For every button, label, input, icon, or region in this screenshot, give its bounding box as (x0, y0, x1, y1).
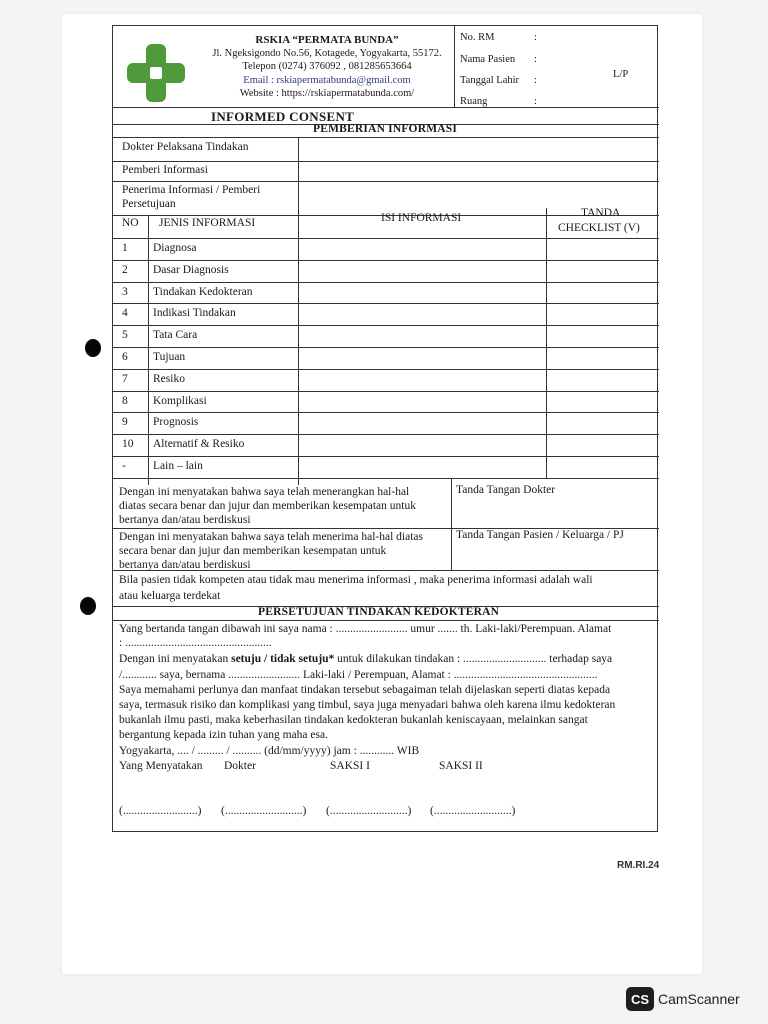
hospital-email: Email : rskiapermatabunda@gmail.com (243, 74, 411, 86)
row-jenis-informasi: Tujuan (153, 351, 186, 363)
row-isi-informasi-field[interactable] (299, 303, 545, 325)
nama-pasien-value-field[interactable]: : (534, 54, 537, 65)
hospital-info (193, 34, 461, 100)
hospital-website: Website : https://rskiapermatabunda.com/ (239, 87, 415, 99)
row-checklist-box[interactable] (547, 260, 658, 282)
row-jenis-informasi: Tata Cara (153, 329, 198, 342)
row-number: - (122, 460, 126, 472)
ruang-label: Ruang (460, 96, 488, 107)
row-isi-informasi-field[interactable] (299, 434, 545, 456)
signature-dokter[interactable]: (...........................) (221, 805, 307, 817)
signature-saksi2[interactable]: (...........................) (430, 805, 516, 817)
form-title: INFORMED CONSENT (211, 109, 355, 124)
persetujuan-line3: Dengan ini menyatakan setuju / tidak setuju* untuk dilakukan tindakan : ............................. terhadap saya (119, 653, 613, 665)
persetujuan-line2: : ................................................... (119, 637, 272, 649)
row-number: 5 (122, 329, 128, 342)
dokter-sign-label: Dokter (224, 760, 256, 772)
row-jenis-informasi: Resiko (153, 372, 185, 385)
row-checklist-box[interactable] (547, 412, 658, 434)
row-number: 3 (122, 285, 128, 298)
no-rm-label: No. RM (460, 32, 495, 43)
wali-statement-line2: atau keluarga terdekat (119, 590, 221, 602)
row-checklist-box[interactable] (547, 238, 658, 260)
hospital-address: Jl. Ngeksigondo No.56, Kotagede, Yogyakarta, 55172. (212, 48, 442, 60)
row-jenis-informasi: Tindakan Kedokteran (153, 285, 253, 298)
saksi2-label: SAKSI II (439, 760, 483, 772)
row-jenis-informasi: Indikasi Tindakan (153, 307, 236, 320)
row-jenis-informasi: Alternatif & Resiko (153, 438, 245, 451)
row-number: 1 (122, 242, 128, 254)
row-number: 4 (122, 307, 128, 320)
date-time-line: Yogyakarta, .... / ......... / .......... (dd/mm/yyyy) jam : ............ WIB (119, 745, 420, 757)
dokter-pelaksana-label: Dokter Pelaksana Tindakan (122, 141, 249, 153)
row-checklist-box[interactable] (547, 434, 658, 456)
row-isi-informasi-field[interactable] (299, 412, 545, 434)
wali-statement-line1: Bila pasien tidak kompeten atau tidak mau menerima informasi , maka penerima informasi adalah wali (119, 574, 593, 586)
form-code: RM.RI.24 (617, 860, 660, 871)
dokter-statement-line3: bertanya dan/atau berdiskusi (119, 514, 251, 526)
row-number: 10 (122, 438, 134, 451)
camscanner-text: CamScanner (658, 991, 740, 1007)
camscanner-logo-icon: CS (626, 987, 654, 1011)
nama-pasien-label: Nama Pasien (460, 54, 516, 65)
col-isi-header: ISI INFORMASI (381, 212, 462, 224)
saksi1-label: SAKSI I (330, 760, 370, 772)
hospital-name: RSKIA “PERMATA BUNDA” (255, 34, 399, 46)
row-checklist-box[interactable] (547, 325, 658, 347)
penerima-persetujuan-label: Persetujuan (122, 198, 176, 210)
punch-hole-top (85, 339, 101, 357)
camscanner-watermark (626, 987, 740, 1011)
persetujuan-line6: saya, termasuk risiko dan komplikasi yang timbul, saya juga menyadari bahwa oleh karena ilmu kedokteran (119, 699, 616, 711)
pasien-statement-line1: Dengan ini menyatakan bahwa saya telah menerima hal-hal diatas (119, 531, 423, 543)
col-tanda-header: TANDA (581, 207, 621, 219)
row-checklist-box[interactable] (547, 282, 658, 304)
row-isi-informasi-field[interactable] (299, 238, 545, 260)
row-number: 6 (122, 351, 128, 363)
col-checklist-header: CHECKLIST (V) (558, 222, 640, 234)
pasien-statement-line2: secara benar dan jujur dan memberikan kesempatan untuk (119, 545, 387, 557)
persetujuan-line7: bukanlah ilmu pasti, maka keberhasilan tindakan kedokteran bukanlah keniscayaan, melainkan sangat (119, 714, 588, 726)
yang-menyatakan-label: Yang Menyatakan (119, 760, 203, 772)
penerima-informasi-label: Penerima Informasi / Pemberi (122, 184, 261, 196)
row-checklist-box[interactable] (547, 456, 658, 478)
signature-yang-menyatakan[interactable]: (..........................) (119, 805, 202, 817)
dokter-statement-line2: diatas secara benar dan jujur dan memberikan kesempatan untuk (119, 500, 416, 512)
col-no-header: NO (122, 217, 139, 229)
persetujuan-line1: Yang bertanda tangan dibawah ini saya nama : ......................... umur ....... th. Laki-laki/Perempuan. Alamat (119, 623, 612, 635)
informed-consent-form (112, 25, 658, 832)
row-number: 2 (122, 263, 128, 276)
row-isi-informasi-field[interactable] (299, 347, 545, 369)
ruang-value-field[interactable]: : (534, 96, 537, 107)
pemberian-informasi-title: PEMBERIAN INFORMASI (313, 123, 458, 135)
row-jenis-informasi: Komplikasi (153, 394, 207, 407)
row-number: 8 (122, 394, 128, 407)
tanggal-lahir-label: Tanggal Lahir (460, 75, 520, 86)
row-checklist-box[interactable] (547, 303, 658, 325)
row-jenis-informasi: Diagnosa (153, 242, 197, 254)
row-isi-informasi-field[interactable] (299, 325, 545, 347)
row-isi-informasi-field[interactable] (299, 391, 545, 413)
persetujuan-line4: /............ saya, bernama ......................... Laki-laki / Perempuan, Alamat : .................................................. (119, 669, 598, 681)
row-isi-informasi-field[interactable] (299, 369, 545, 391)
tanda-tangan-dokter-label: Tanda Tangan Dokter (456, 484, 556, 496)
punch-hole-bottom (80, 597, 96, 615)
row-checklist-box[interactable] (547, 391, 658, 413)
dokter-statement-line1: Dengan ini menyatakan bahwa saya telah menerangkan hal-hal (119, 486, 410, 498)
pemberi-informasi-label: Pemberi Informasi (122, 164, 208, 176)
row-isi-informasi-field[interactable] (299, 282, 545, 304)
row-jenis-informasi: Lain – lain (153, 460, 203, 472)
row-jenis-informasi: Dasar Diagnosis (153, 263, 229, 276)
gender-lp-field[interactable]: L/P (613, 69, 629, 80)
row-number: 7 (122, 372, 128, 385)
tanda-tangan-pasien-label: Tanda Tangan Pasien / Keluarga / PJ (456, 529, 624, 541)
setuju-tidak-setuju-option[interactable]: setuju / tidak setuju* (231, 653, 335, 665)
persetujuan-line5: Saya memahami perlunya dan manfaat tindakan tersebut sebagaiman telah dijelaskan seperti diatas kepada (119, 684, 611, 696)
signature-saksi1[interactable]: (...........................) (326, 805, 412, 817)
persetujuan-title: PERSETUJUAN TINDAKAN KEDOKTERAN (258, 606, 500, 618)
col-jenis-header: JENIS INFORMASI (159, 217, 256, 229)
row-checklist-box[interactable] (547, 369, 658, 391)
row-jenis-informasi: Prognosis (153, 416, 199, 429)
hospital-phone: Telepon (0274) 376092 , 081285653664 (242, 61, 412, 73)
pasien-statement-line3: bertanya dan/atau berdiskusi (119, 559, 251, 571)
row-isi-informasi-field[interactable] (299, 260, 545, 282)
no-rm-value-field[interactable]: : (534, 32, 537, 43)
persetujuan-line8: bergantung kepada izin tuhan yang maha esa. (119, 729, 328, 741)
row-number: 9 (122, 416, 128, 429)
hospital-cross-logo-icon (125, 42, 187, 104)
tanggal-lahir-value-field[interactable]: : (534, 75, 537, 86)
row-isi-informasi-field[interactable] (299, 456, 545, 478)
row-checklist-box[interactable] (547, 347, 658, 369)
